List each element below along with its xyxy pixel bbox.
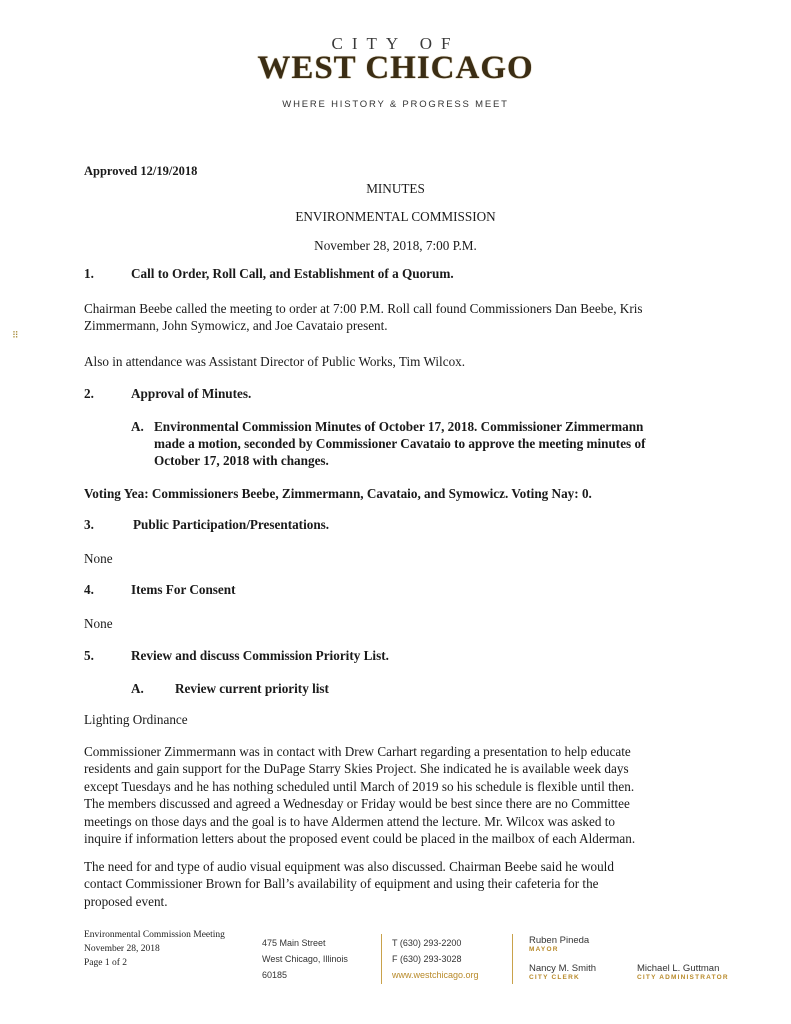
administrator-role: CITY ADMINISTRATOR	[637, 974, 729, 981]
footer-line: West Chicago, Illinois	[262, 954, 348, 964]
mayor-name: Ruben Pineda	[529, 935, 590, 946]
approved-stamp: Approved 12/19/2018	[84, 164, 198, 178]
section-4-title: Items For Consent	[131, 582, 236, 597]
paragraph-line: made a motion, seconded by Commissioner Cavataio to approve the meeting minutes of	[154, 436, 646, 451]
footer-clerk	[529, 963, 596, 981]
section-2-number: 2.	[84, 386, 94, 401]
footer-meeting-info	[84, 928, 225, 970]
footer-line: 60185	[262, 970, 288, 980]
commission-title: ENVIRONMENTAL COMMISSION	[295, 209, 496, 224]
section-5-number: 5.	[84, 648, 94, 663]
clerk-name: Nancy M. Smith	[529, 963, 597, 974]
paragraph-line: meetings on those days and the goal is to have Aldermen attend the lecture. Mr. Wilcox was asked to	[84, 813, 615, 829]
paragraph-line: Chairman Beebe called the meeting to order at 7:00 P.M. Roll call found Commissioners Dan Beebe, Kris	[84, 301, 643, 316]
footer-line: 475 Main Street	[262, 938, 326, 948]
footer-website[interactable]: www.westchicago.org	[392, 970, 479, 980]
paragraph-line: Commissioner Zimmermann was in contact with Drew Carhart regarding a presentation to help educate	[84, 744, 631, 759]
logo-tagline: WHERE HISTORY & PROGRESS MEET	[282, 99, 509, 110]
minutes-item-letter: A.	[131, 419, 144, 434]
footer-line: November 28, 2018	[84, 944, 160, 954]
section-5a-letter: A.	[131, 681, 144, 696]
logo-west-chicago: WEST CHICAGO	[257, 50, 534, 86]
section-1-number: 1.	[84, 266, 94, 281]
section-3-title: Public Participation/Presentations.	[133, 517, 330, 532]
administrator-name: Michael L. Guttman	[637, 963, 720, 974]
margin-mark-icon: ⠿	[12, 330, 19, 340]
mayor-role: MAYOR	[529, 946, 559, 953]
footer-divider	[381, 934, 382, 984]
lighting-heading: Lighting Ordinance	[84, 712, 188, 727]
av-paragraph	[84, 858, 734, 910]
section-5a-title: Review current priority list	[175, 681, 329, 696]
footer-mayor	[529, 935, 589, 953]
section-4-number: 4.	[84, 582, 94, 597]
footer-divider	[512, 934, 513, 984]
doc-title: MINUTES	[366, 181, 425, 196]
paragraph-line: The members discussed and agreed a Wednesday or Friday would be best since there are no Committee	[84, 796, 630, 812]
section-2-title: Approval of Minutes.	[131, 386, 252, 401]
paragraph-line: contact Commissioner Brown for Ball’s availability of equipment and using their cafeteria for the	[84, 876, 599, 892]
footer-phone: T (630) 293-2200	[392, 938, 462, 948]
footer-line: Environmental Commission Meeting	[84, 930, 225, 940]
attendance-paragraph: Also in attendance was Assistant Director of Public Works, Tim Wilcox.	[84, 354, 466, 369]
paragraph-line: Environmental Commission Minutes of October 17, 2018. Commissioner Zimmermann	[154, 419, 644, 434]
paragraph-line: residents and gain support for the DuPage Starry Skies Project. She indicated he is available week days	[84, 761, 629, 777]
voting-result: Voting Yea: Commissioners Beebe, Zimmermann, Cavataio, and Symowicz. Voting Nay: 0.	[84, 486, 592, 501]
paragraph-line: The need for and type of audio visual equipment was also discussed. Chairman Beebe said he would	[84, 859, 614, 874]
section-1-title: Call to Order, Roll Call, and Establishment of a Quorum.	[131, 266, 454, 281]
footer-fax: F (630) 293-3028	[392, 954, 462, 964]
footer-contact	[392, 935, 479, 983]
meeting-date: November 28, 2018, 7:00 P.M.	[314, 238, 477, 253]
minutes-item-text	[154, 418, 734, 469]
section-3-number: 3.	[84, 517, 94, 532]
section-3-none: None	[84, 551, 113, 566]
logo-city-of: CITY OF	[331, 34, 460, 53]
call-to-order-paragraph	[84, 300, 724, 335]
section-5-title: Review and discuss Commission Priority List.	[131, 648, 389, 663]
footer-administrator	[637, 963, 729, 981]
lighting-paragraph	[84, 743, 734, 847]
paragraph-line: inquire if information letters about the proposed event could be placed in the mailbox of each Alderman.	[84, 831, 636, 847]
clerk-role: CITY CLERK	[529, 974, 580, 981]
paragraph-line: except Tuesdays and he has nothing scheduled until March of 2019 so his schedule is flexible until then.	[84, 778, 635, 794]
footer-address	[262, 935, 348, 983]
section-4-none: None	[84, 616, 113, 631]
paragraph-line: October 17, 2018 with changes.	[154, 453, 329, 468]
paragraph-line: Zimmermann, John Symowicz, and Joe Cavataio present.	[84, 318, 388, 334]
footer-line: Page 1 of 2	[84, 958, 128, 968]
paragraph-line: proposed event.	[84, 893, 168, 909]
